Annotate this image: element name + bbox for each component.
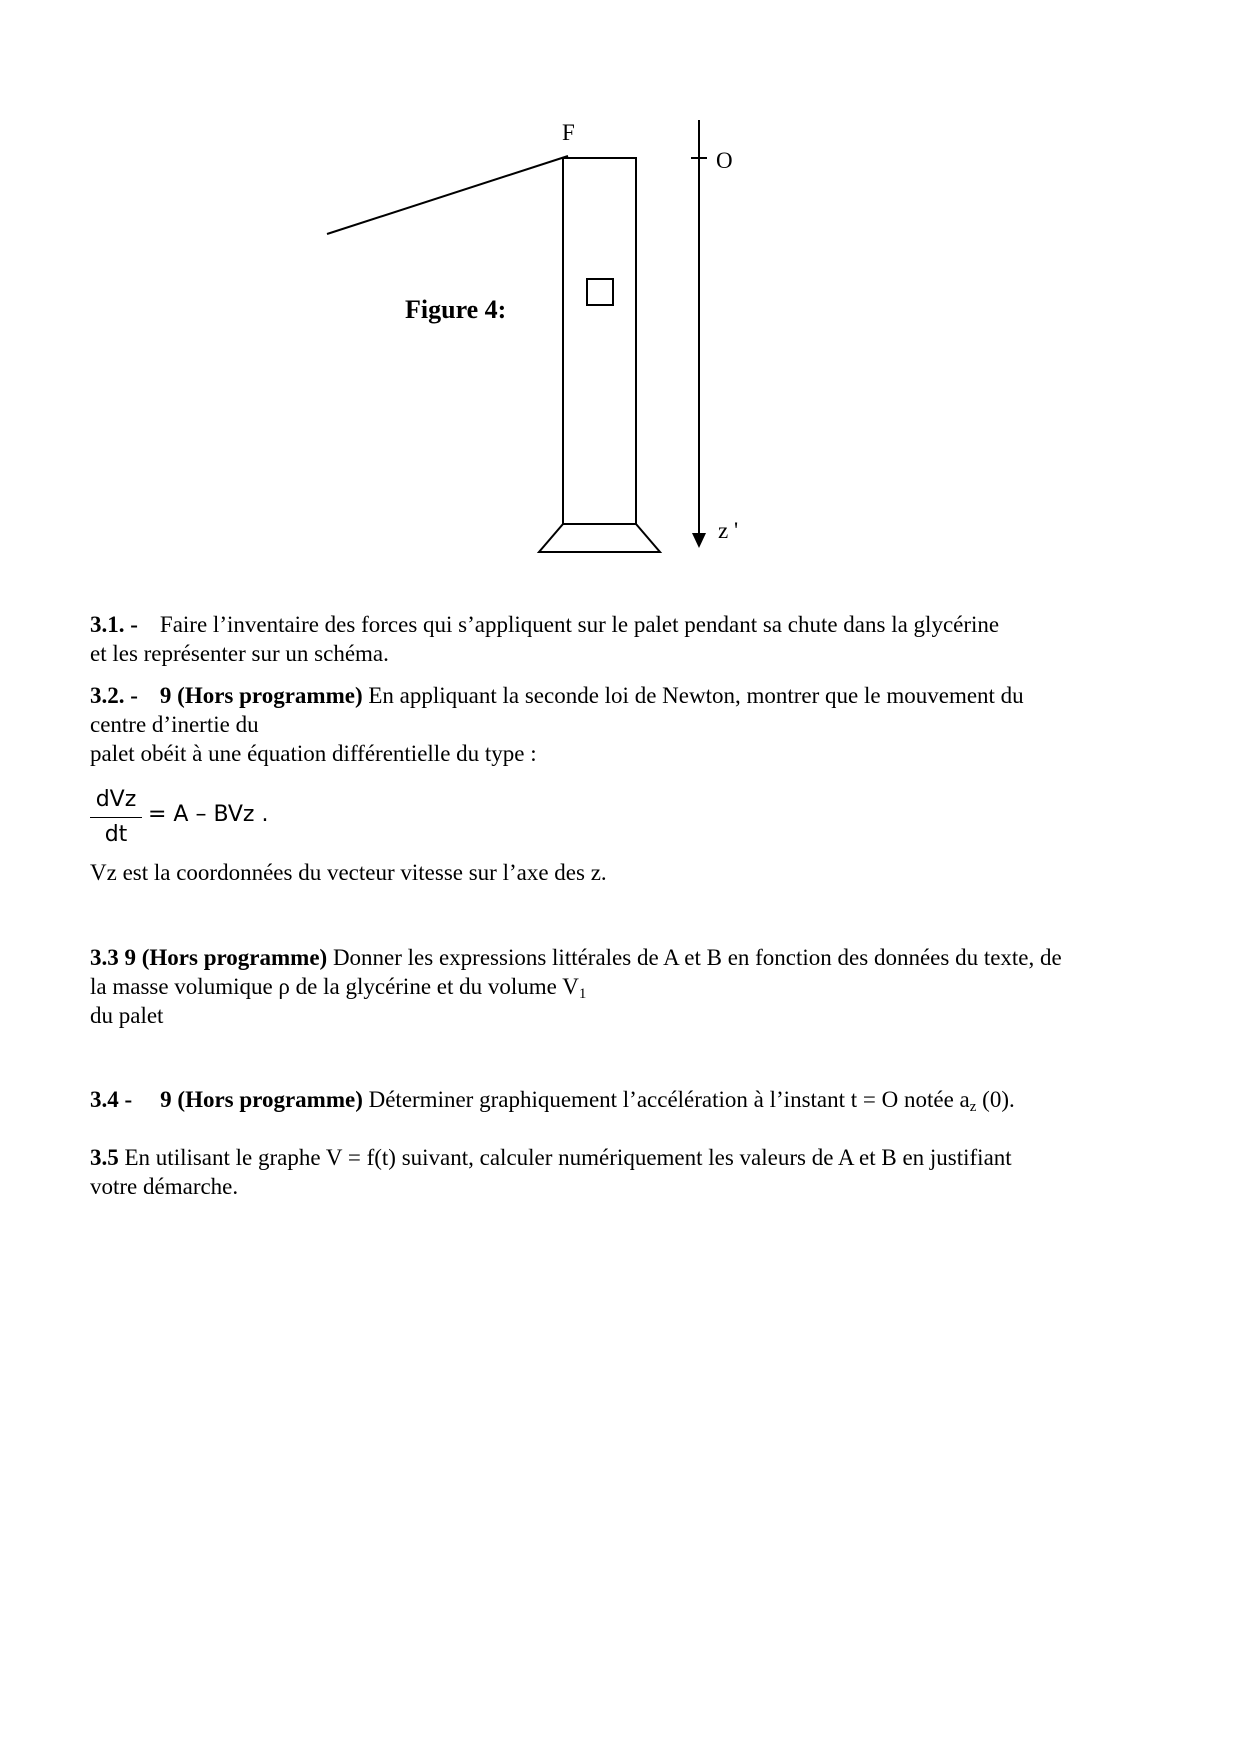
fraction-numerator: dVz (95, 787, 137, 812)
question-3-3 (90, 943, 1170, 1030)
figure-title: Figure 4: (405, 295, 507, 324)
z-axis-arrowhead (692, 533, 706, 548)
label-o: O (716, 148, 733, 173)
question-number: 3.1. - (90, 612, 138, 637)
vz-definition: Vz est la coordonnées du vecteur vitesse sur l’axe des z. (90, 860, 607, 885)
palet-square (587, 279, 613, 305)
question-3-1 (90, 610, 1170, 668)
label-z-prime: z ' (718, 518, 739, 543)
glycerine-tube (563, 158, 636, 524)
question-text-line2: la masse volumique ρ de la glycérine et du volume V (90, 974, 579, 999)
question-text-line3: du palet (90, 1003, 164, 1028)
question-text-line3: palet obéit à une équation différentielle du type : (90, 741, 537, 766)
fraction-denominator: dt (104, 822, 128, 847)
fraction (90, 785, 142, 850)
question-number: 3.2. - (90, 683, 138, 708)
question-3-4 (90, 1085, 1170, 1114)
question-text: En utilisant le graphe V = f(t) suivant, calculer numériquement les valeurs de A et B en justifiant (118, 1145, 1012, 1170)
question-text: Faire l’inventaire des forces qui s’appliquent sur le palet pendant sa chute dans la glycérine (159, 612, 1000, 637)
hors-programme-label: 9 (Hors programme) (160, 1087, 363, 1112)
incline-line (327, 156, 568, 234)
question-text: En appliquant la seconde loi de Newton, montrer que le mouvement du (362, 683, 1024, 708)
question-3-5 (90, 1143, 1170, 1201)
figure-4-diagram (0, 0, 1240, 600)
subscript-z: z (969, 1099, 977, 1115)
hors-programme-label: 9 (Hors programme) (159, 683, 363, 708)
question-text-line2: votre démarche. (90, 1174, 239, 1199)
subscript-1: 1 (578, 986, 587, 1002)
question-text: Déterminer graphiquement l’accélération à l’instant t = O notée a (362, 1087, 970, 1112)
question-number: 3.4 - (90, 1087, 133, 1112)
tube-base (539, 524, 660, 552)
question-text-line2: et les représenter sur un schéma. (90, 641, 389, 666)
fraction-bar (90, 817, 142, 818)
question-number: 3.3 9 (Hors programme) (90, 945, 328, 970)
equation-rhs: = A – BVz . (148, 802, 269, 827)
label-f: F (562, 120, 575, 145)
question-3-2 (90, 681, 1170, 768)
question-number: 3.5 (90, 1145, 119, 1170)
question-text-line2: centre d’inertie du (90, 712, 259, 737)
question-text-end: (0). (976, 1087, 1015, 1112)
question-text: Donner les expressions littérales de A et B en fonction des données du texte, de (327, 945, 1062, 970)
